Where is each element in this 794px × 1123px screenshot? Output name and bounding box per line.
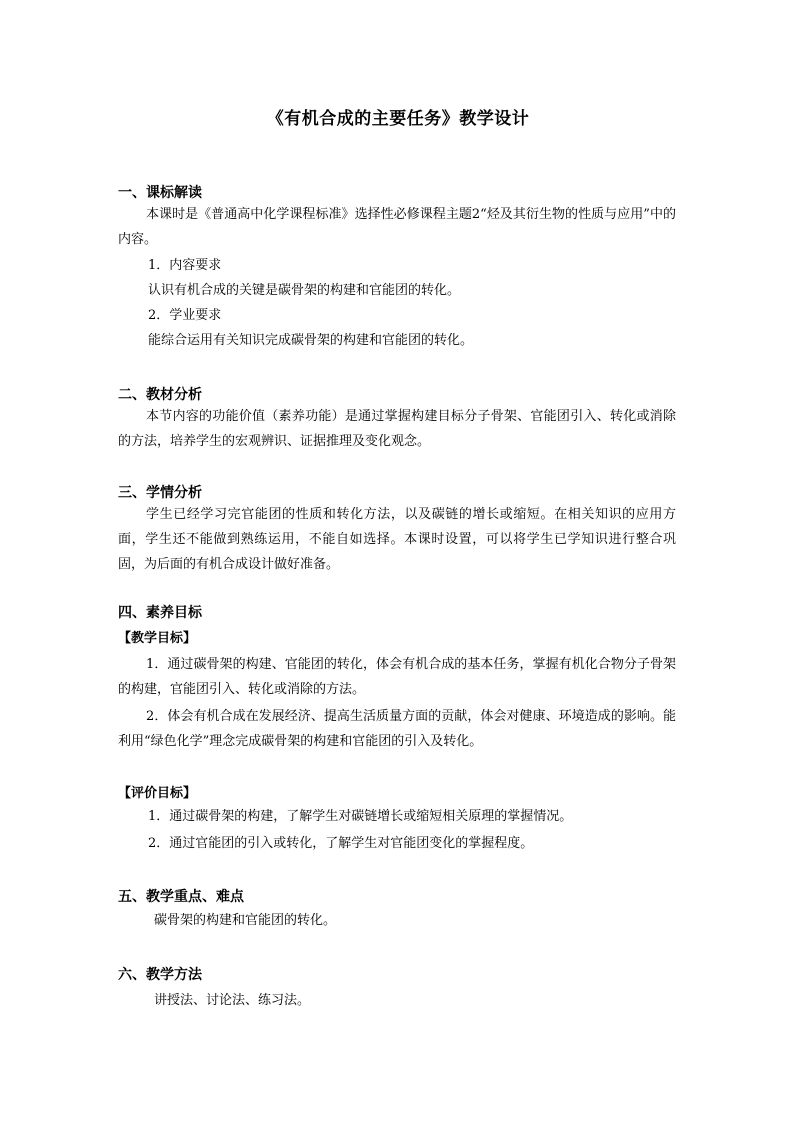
section-heading-goals: 四、素养目标 — [118, 605, 202, 621]
eval-goal-1: 1．通过碳骨架的构建，了解学生对碳链增长或缩短相关原理的掌握情况。 — [148, 809, 573, 824]
key-points-text: 碳骨架的构建和官能团的转化。 — [154, 913, 337, 928]
eval-goals-label: 【评价目标】 — [118, 786, 197, 801]
textbook-paragraph: 本节内容的功能价值（素养功能）是通过掌握构建目标分子骨架、官能团引入、转化或消除的方法，培养学生的宏观辨识、证据推理及变化观念。 — [118, 409, 676, 449]
teaching-goal-1: 1．通过碳骨架的构建、官能团的转化，体会有机合成的基本任务，掌握有机化合物分子骨架的构建，官能团引入、转化或消除的方法。 — [118, 657, 676, 697]
teaching-goals-label: 【教学目标】 — [118, 631, 197, 646]
academic-requirement-title: 2．学业要求 — [148, 308, 222, 323]
section-heading-key-points: 五、教学重点、难点 — [118, 889, 244, 905]
section-heading-textbook: 二、教材分析 — [118, 387, 202, 403]
content-requirement-title: 1．内容要求 — [148, 258, 222, 273]
methods-text: 讲授法、讨论法、练习法。 — [154, 993, 311, 1008]
curriculum-paragraph: 本课时是《普通高中化学课程标准》选择性必修课程主题2“烃及其衍生物的性质与应用”中的内容。 — [118, 207, 676, 247]
academic-requirement-text: 能综合运用有关知识完成碳骨架的构建和官能团的转化。 — [148, 333, 474, 348]
document-title: 《有机合成的主要任务》教学设计 — [266, 109, 530, 129]
content-requirement-text: 认识有机合成的关键是碳骨架的构建和官能团的转化。 — [148, 283, 461, 298]
learners-paragraph: 学生已经学习完官能团的性质和转化方法，以及碳链的增长或缩短。在相关知识的应用方面，学生还不能做到熟练运用，不能自如选择。本课时设置，可以将学生已学知识进行整合巩固，为后面的有机合成设计做好准备。 — [118, 507, 676, 572]
section-heading-methods: 六、教学方法 — [118, 967, 202, 983]
eval-goal-2: 2．通过官能团的引入或转化，了解学生对官能团变化的掌握程度。 — [148, 836, 534, 851]
section-heading-learners: 三、学情分析 — [118, 485, 202, 501]
teaching-goal-2: 2．体会有机合成在发展经济、提高生活质量方面的贡献，体会对健康、环境造成的影响。能利用“绿色化学”理念完成碳骨架的构建和官能团的引入及转化。 — [118, 709, 676, 749]
section-heading-curriculum: 一、课标解读 — [118, 185, 202, 201]
